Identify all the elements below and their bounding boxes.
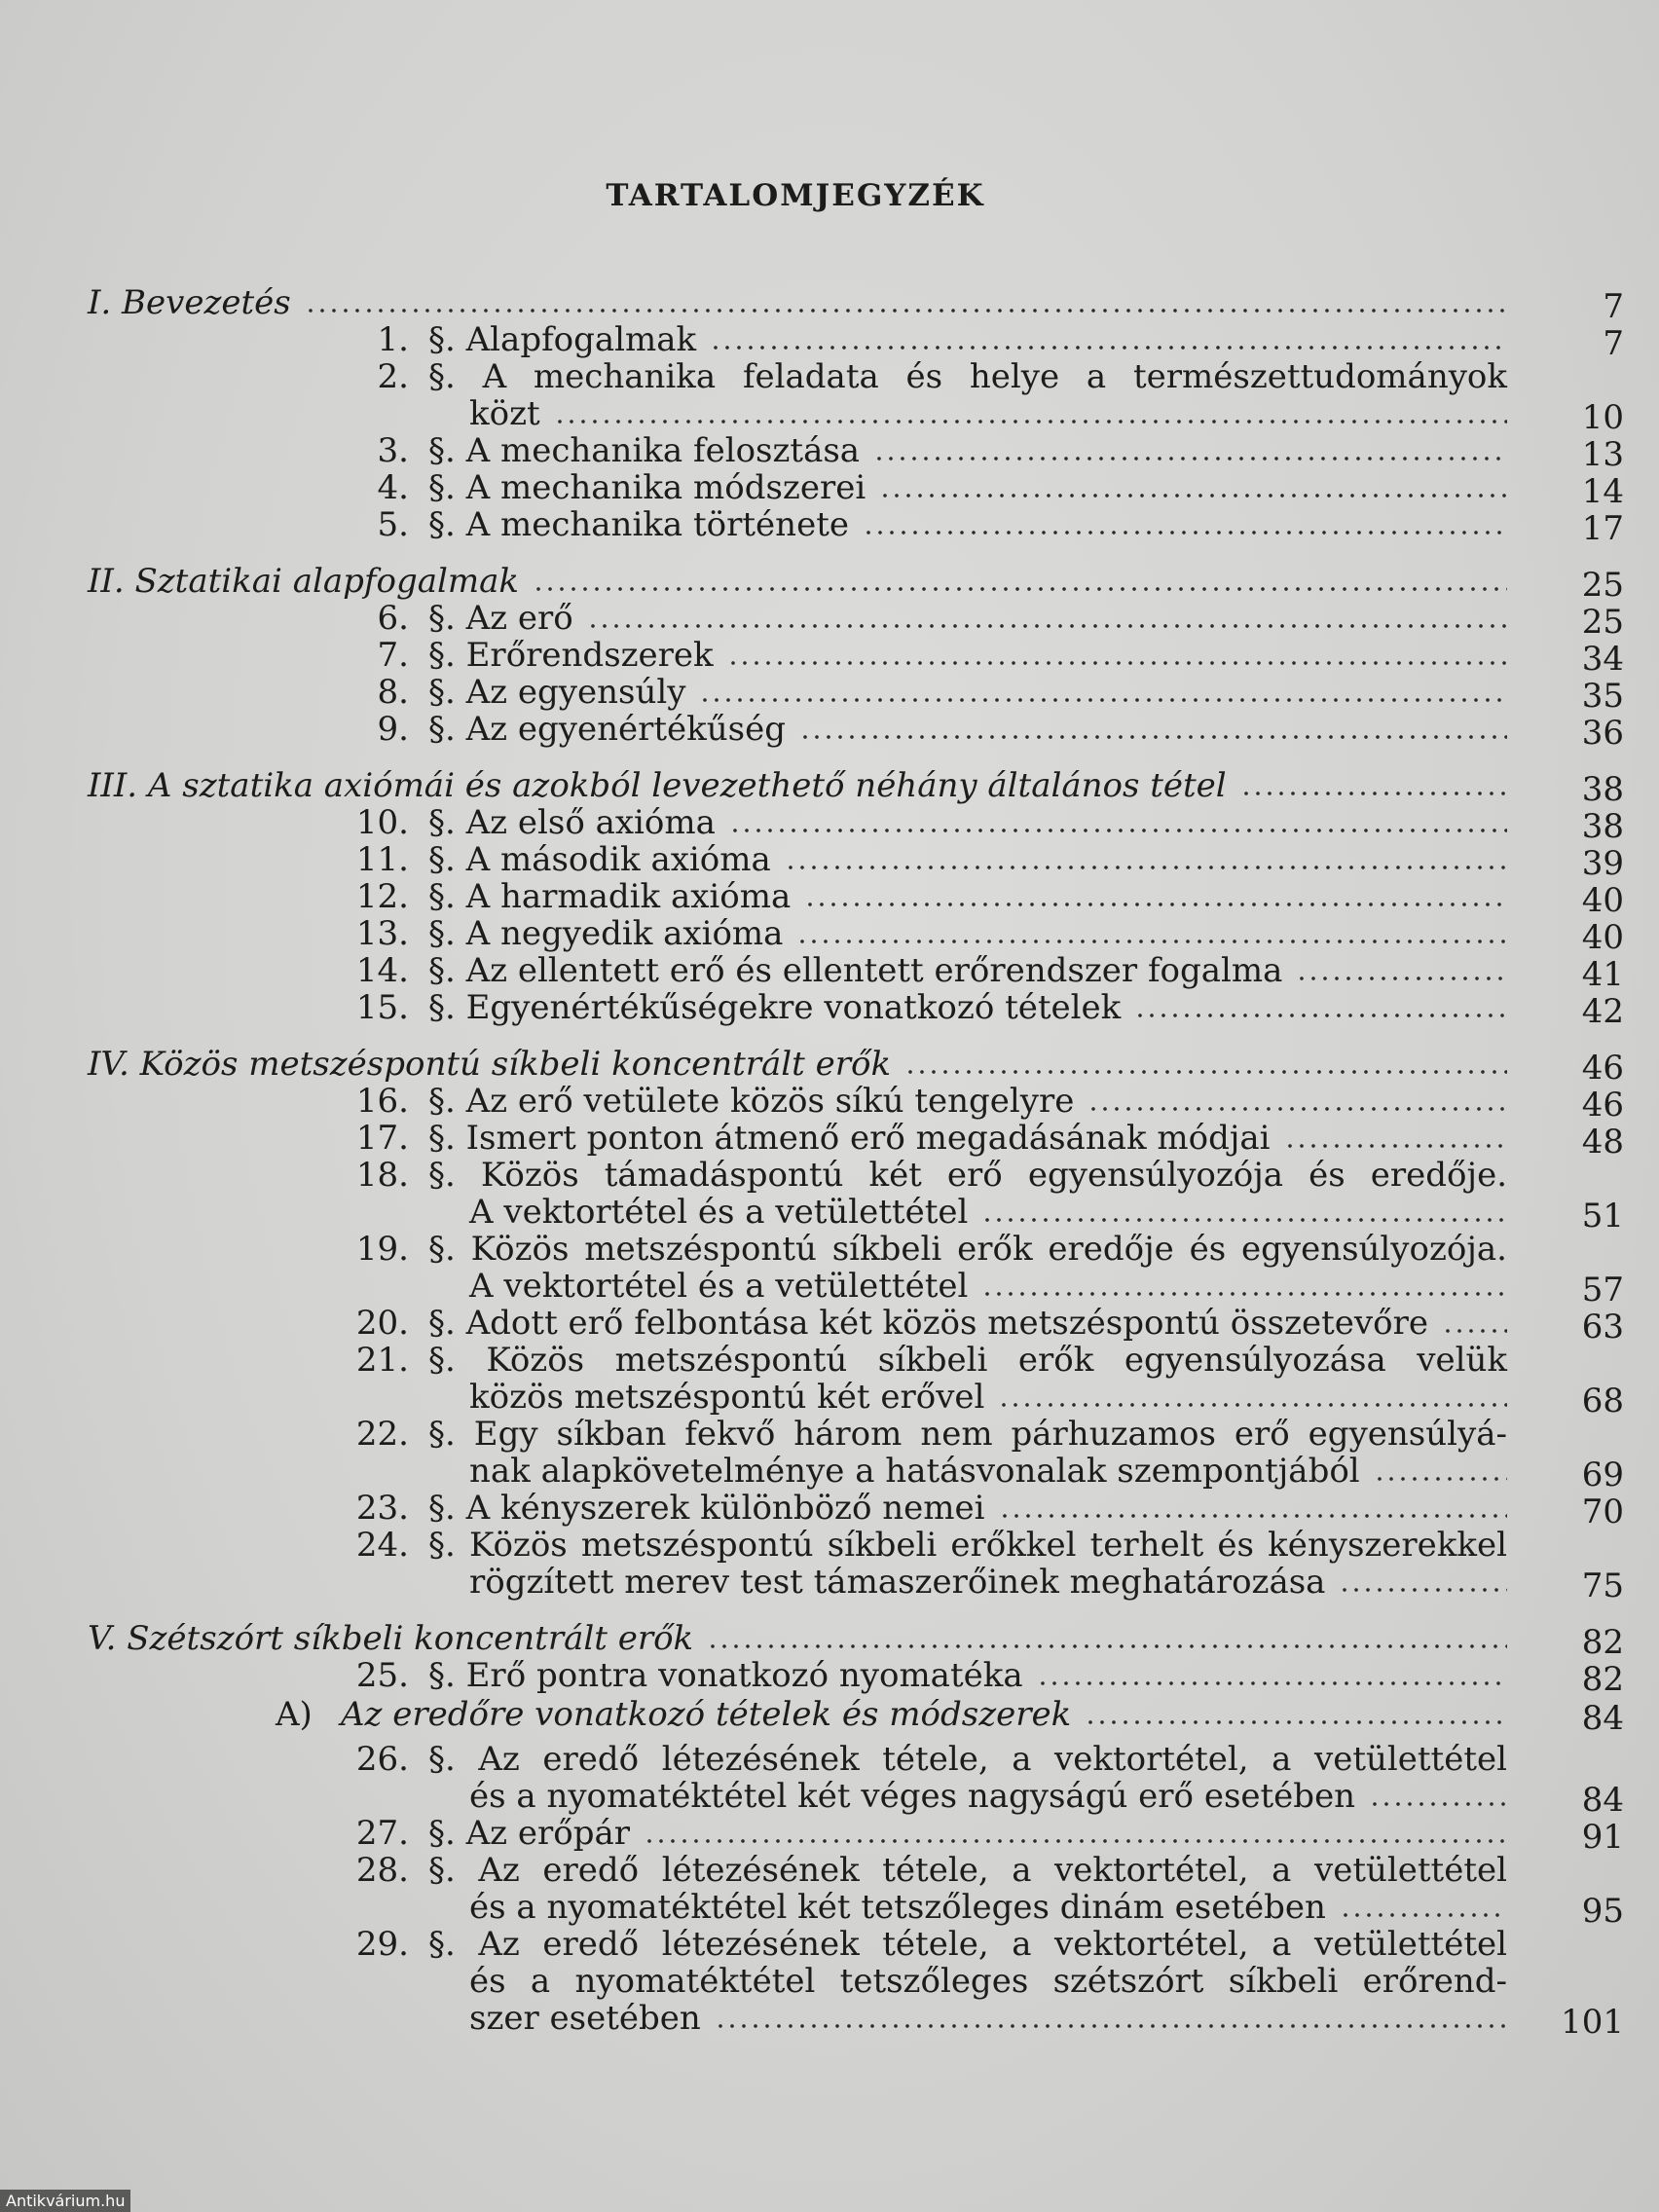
page-number: 7 <box>1603 287 1624 326</box>
section-number: 24. <box>355 1526 409 1565</box>
page-number: 91 <box>1581 1818 1624 1857</box>
leader-dots <box>699 697 1507 703</box>
section-number: 21. <box>355 1341 409 1380</box>
page-number: 34 <box>1581 640 1624 679</box>
entry-text: §. Az egyensúly <box>428 673 686 712</box>
page-number: 84 <box>1581 1781 1624 1820</box>
entry-text: §. Erőrendszerek <box>428 636 714 675</box>
toc-section <box>0 951 1659 994</box>
entry-text: §. Az ellentett erő és ellentett erőrendszer fogalma <box>428 951 1283 990</box>
section-number: 10. <box>355 803 409 842</box>
subheading-label: A) <box>276 1695 313 1734</box>
section-number: 25. <box>355 1656 409 1695</box>
entry-text: II. Sztatikai alapfogalmak <box>88 562 519 601</box>
section-number: 16. <box>355 1082 409 1121</box>
entry-text: §. Az eredő létezésének tétele, a vektortétel, a vetülettétel <box>428 1925 1507 1964</box>
toc-section <box>0 1741 1659 1778</box>
leader-dots <box>999 1513 1508 1519</box>
page-number: 68 <box>1581 1382 1624 1420</box>
entry-text: §. Az erőpár <box>428 1814 631 1853</box>
leader-dots <box>587 623 1507 629</box>
page-number: 82 <box>1581 1623 1624 1662</box>
leader-dots <box>710 345 1507 350</box>
toc-continuation <box>0 1378 1659 1420</box>
leader-dots <box>644 1838 1507 1844</box>
leader-dots <box>1296 976 1507 981</box>
toc-section <box>0 1527 1659 1564</box>
entry-text: közös metszéspontú két erővel <box>469 1378 985 1417</box>
entry-text: Az eredőre vonatkozó tételek és módszerek <box>341 1695 1072 1734</box>
leader-dots <box>998 1402 1507 1408</box>
leader-dots <box>1240 791 1507 796</box>
toc-section <box>0 1656 1659 1699</box>
toc-section <box>0 636 1659 679</box>
section-number: 26. <box>355 1740 409 1779</box>
leader-dots <box>1339 1587 1507 1593</box>
section-number: 17. <box>355 1119 409 1158</box>
leader-dots <box>305 308 1507 313</box>
leader-dots <box>1442 1328 1507 1334</box>
page-number: 25 <box>1581 603 1624 642</box>
entry-text: §. A mechanika feladata és helye a természettudományok <box>428 357 1507 396</box>
leader-dots <box>707 1643 1507 1649</box>
page-number: 57 <box>1581 1271 1624 1309</box>
entry-text: és a nyomatéktétel két véges nagyságú erő esetében <box>469 1777 1356 1816</box>
toc-continuation <box>0 1193 1659 1235</box>
leader-dots <box>1374 1476 1507 1482</box>
section-number: 5. <box>377 505 409 544</box>
toc-section <box>0 505 1659 548</box>
toc-section <box>0 1489 1659 1531</box>
page-number: 40 <box>1581 918 1624 957</box>
toc-chapter <box>0 1045 1659 1088</box>
toc-continuation <box>0 1452 1659 1494</box>
page-number: 41 <box>1581 955 1624 994</box>
toc-section <box>0 914 1659 957</box>
section-number: 19. <box>355 1230 409 1269</box>
entry-text: §. A kényszerek különböző nemei <box>428 1489 985 1528</box>
page-number: 17 <box>1581 509 1624 548</box>
toc-section <box>0 1852 1659 1889</box>
page-number: 70 <box>1581 1493 1624 1531</box>
section-number: 18. <box>355 1156 409 1195</box>
leader-dots <box>799 734 1507 740</box>
entry-text: §. Közös metszéspontú síkbeli erőkkel terhelt és kényszerekkel <box>428 1526 1507 1565</box>
toc-section <box>0 1231 1659 1268</box>
toc-section <box>0 1814 1659 1857</box>
toc-section <box>0 1119 1659 1161</box>
page-number: 63 <box>1581 1308 1624 1346</box>
toc-section <box>0 1082 1659 1124</box>
entry-text: §. Közös metszéspontú síkbeli erők egyensúlyozása velük <box>428 1341 1507 1380</box>
toc-section <box>0 1157 1659 1194</box>
page-number: 36 <box>1581 714 1624 753</box>
leader-dots <box>1284 1143 1507 1149</box>
toc-section <box>0 840 1659 883</box>
section-number: 15. <box>355 988 409 1027</box>
toc-continuation <box>0 1563 1659 1605</box>
page-number: 51 <box>1581 1197 1624 1235</box>
page-number: 46 <box>1581 1086 1624 1124</box>
toc-chapter <box>0 562 1659 605</box>
leader-dots <box>785 865 1507 870</box>
entry-text: §. Az eredő létezésének tétele, a vektortétel, a vetülettétel <box>428 1851 1507 1890</box>
entry-text: §. A mechanika módszerei <box>428 468 866 507</box>
entry-text: §. Közös metszéspontú síkbeli erők eredője és egyensúlyozója. <box>428 1230 1507 1269</box>
entry-text: §. Az egyenértékűség <box>428 710 786 749</box>
entry-text: §. A negyedik axióma <box>428 914 784 953</box>
entry-text: rögzített merev test támaszerőinek meghatározása <box>469 1563 1326 1602</box>
leader-dots <box>1037 1680 1507 1686</box>
entry-text: §. Az erő vetülete közös síkú tengelyre <box>428 1082 1075 1121</box>
page-number: 25 <box>1581 566 1624 605</box>
entry-text: §. Egyenértékűségekre vonatkozó tételek <box>428 988 1122 1027</box>
leader-dots <box>1134 1013 1507 1018</box>
toc-section <box>0 1304 1659 1346</box>
leader-dots <box>863 530 1507 535</box>
entry-text: §. Erő pontra vonatkozó nyomatéka <box>428 1656 1023 1695</box>
entry-text: §. Egy síkban fekvő három nem párhuzamos erő egyensúlyá- <box>428 1415 1507 1454</box>
page-number: 7 <box>1603 324 1624 363</box>
entry-text: A vektortétel és a vetülettétel <box>469 1267 969 1306</box>
page-number: 42 <box>1581 992 1624 1031</box>
section-number: 9. <box>377 710 409 749</box>
page-number: 35 <box>1581 677 1624 716</box>
toc-subheading <box>0 1695 1659 1738</box>
entry-text: §. Közös támadáspontú két erő egyensúlyozója és eredője. <box>428 1156 1507 1195</box>
page-number: 101 <box>1561 2003 1624 2042</box>
section-number: 3. <box>377 431 409 470</box>
section-number: 13. <box>355 914 409 953</box>
section-number: 22. <box>355 1415 409 1454</box>
toc-continuation <box>0 1888 1659 1931</box>
section-number: 28. <box>355 1851 409 1890</box>
page-number: 95 <box>1581 1892 1624 1931</box>
leader-dots <box>796 939 1507 944</box>
entry-text: §. Az első axióma <box>428 803 716 842</box>
entry-text: §. Ismert ponton átmenő erő megadásának módjai <box>428 1119 1271 1158</box>
toc-continuation <box>0 394 1659 437</box>
toc-continuation <box>0 1963 1659 2000</box>
page-number: 40 <box>1581 881 1624 920</box>
section-number: 14. <box>355 951 409 990</box>
section-number: 2. <box>377 357 409 396</box>
toc-continuation <box>0 1777 1659 1820</box>
entry-text: §. Az eredő létezésének tétele, a vektortétel, a vetülettétel <box>428 1740 1507 1779</box>
entry-text: közt <box>469 394 540 433</box>
leader-dots <box>981 1217 1507 1223</box>
section-number: 1. <box>377 320 409 359</box>
toc-section <box>0 320 1659 363</box>
entry-text: §. A mechanika története <box>428 505 849 544</box>
section-number: 8. <box>377 673 409 712</box>
leader-dots <box>873 456 1507 461</box>
entry-text: szer esetében <box>469 1999 701 2038</box>
section-number: 27. <box>355 1814 409 1853</box>
watermark: Antikvárium.hu <box>0 2190 130 2212</box>
page-number: 10 <box>1581 398 1624 437</box>
section-number: 20. <box>355 1304 409 1343</box>
entry-text: III. A sztatika axiómái és azokból levezethető néhány általános tétel <box>88 766 1227 805</box>
toc-section <box>0 599 1659 642</box>
toc-section <box>0 431 1659 474</box>
entry-text: nak alapkövetelménye a hatásvonalak szempontjából <box>469 1452 1360 1491</box>
toc-chapter <box>0 283 1659 326</box>
leader-dots <box>1088 1106 1507 1112</box>
section-number: 12. <box>355 877 409 916</box>
entry-text: IV. Közös metszéspontú síkbeli koncentrált erők <box>88 1045 892 1084</box>
entry-text: V. Szétszórt síkbeli koncentrált erők <box>88 1619 694 1658</box>
entry-text: §. A második axióma <box>428 840 771 879</box>
entry-text: és a nyomatéktétel tetszőleges szétszórt síkbeli erőrend- <box>469 1962 1507 2001</box>
section-number: 4. <box>377 468 409 507</box>
toc-section <box>0 468 1659 511</box>
page-number: 84 <box>1581 1699 1624 1738</box>
page-number: 38 <box>1581 770 1624 809</box>
page-number: 48 <box>1581 1123 1624 1161</box>
toc-section <box>0 803 1659 846</box>
toc-section <box>0 358 1659 395</box>
leader-dots <box>1085 1719 1507 1725</box>
toc-continuation <box>0 1267 1659 1309</box>
leader-dots <box>729 828 1507 833</box>
toc-chapter <box>0 1619 1659 1662</box>
toc-section <box>0 877 1659 920</box>
entry-text: §. Alapfogalmak <box>428 320 697 359</box>
toc-continuation <box>0 1999 1659 2042</box>
section-number: 6. <box>377 599 409 638</box>
entry-text: I. Bevezetés <box>88 283 291 322</box>
section-number: 11. <box>355 840 409 879</box>
section-number: 29. <box>355 1925 409 1964</box>
entry-text: §. Adott erő felbontása két közös metszéspontú összetevőre <box>428 1304 1428 1343</box>
toc-chapter <box>0 766 1659 809</box>
toc-section <box>0 1342 1659 1379</box>
page-number: 75 <box>1581 1567 1624 1605</box>
toc-section <box>0 1926 1659 1963</box>
leader-dots <box>879 493 1507 498</box>
entry-text: §. Az erő <box>428 599 573 638</box>
leader-dots <box>554 419 1507 424</box>
page-number: 14 <box>1581 472 1624 511</box>
leader-dots <box>533 586 1507 592</box>
section-number: 23. <box>355 1489 409 1528</box>
page-number: 82 <box>1581 1660 1624 1699</box>
page-number: 39 <box>1581 844 1624 883</box>
toc-section <box>0 710 1659 753</box>
toc-section <box>0 988 1659 1031</box>
section-number: 7. <box>377 636 409 675</box>
leader-dots <box>981 1291 1507 1297</box>
entry-text: §. A harmadik axióma <box>428 877 792 916</box>
entry-text: A vektortétel és a vetülettétel <box>469 1193 969 1232</box>
page-number: 13 <box>1581 435 1624 474</box>
leader-dots <box>804 902 1507 907</box>
entry-text: §. A mechanika felosztása <box>428 431 861 470</box>
page-title: TARTALOMJEGYZÉK <box>606 178 985 213</box>
leader-dots <box>904 1069 1507 1075</box>
page-number: 69 <box>1581 1456 1624 1494</box>
page-number: 38 <box>1581 807 1624 846</box>
leader-dots <box>1369 1801 1507 1807</box>
page-number: 46 <box>1581 1049 1624 1088</box>
leader-dots <box>1340 1912 1507 1918</box>
toc-section <box>0 1416 1659 1453</box>
toc-section <box>0 673 1659 716</box>
leader-dots <box>727 660 1507 666</box>
leader-dots <box>715 2023 1507 2029</box>
entry-text: és a nyomatéktétel két tetszőleges dinám esetében <box>469 1888 1326 1927</box>
